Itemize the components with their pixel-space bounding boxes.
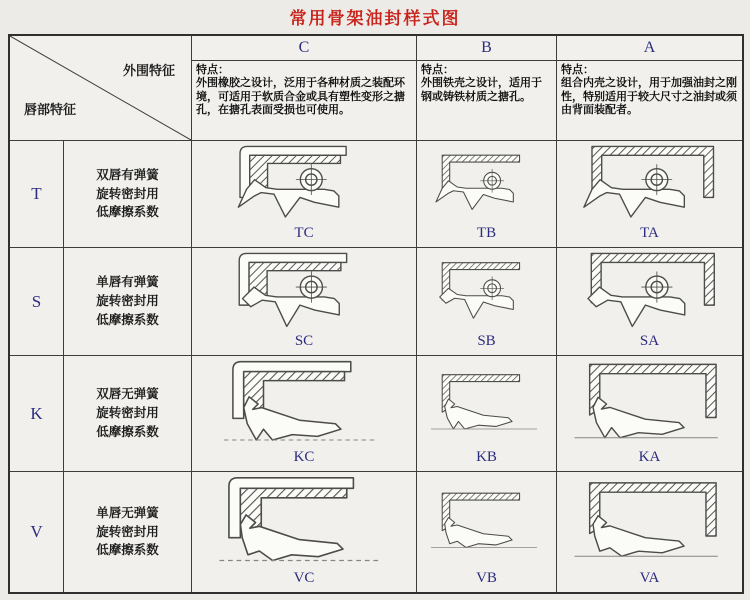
diagram-cell-vc [192, 472, 417, 592]
desc-line: 旋转密封用 [96, 405, 159, 421]
seal-cross-section-sc [192, 248, 416, 333]
diagram-cell-ta [557, 141, 742, 248]
seal-cross-section-tc [192, 141, 416, 225]
row-letter-v: V [10, 472, 64, 592]
desc-line: 单唇无弹簧 [96, 504, 159, 520]
desc-line: 旋转密封用 [96, 293, 159, 309]
seal-cross-section-sa [557, 248, 742, 333]
column-header-b [417, 36, 557, 141]
feature-title: 特点： [561, 63, 594, 76]
feature-text: 外围橡胶之设计，泛用于各种材质之装配环境，可适用于软质合金或具有塑性变形之搪孔，在搪孔表面受损也可使用。 [196, 76, 405, 117]
seal-type-label-ta: TA [640, 225, 659, 241]
outer-feature-label: 外围特征 [122, 64, 175, 79]
seal-type-label-kc: KC [293, 449, 315, 465]
diagram-cell-vb [417, 472, 557, 592]
feature-text: 外围铁壳之设计，适用于钢或铸铁材质之搪孔。 [421, 76, 542, 103]
seal-cross-section-va [557, 472, 742, 570]
seal-cross-section-vc [192, 472, 416, 570]
row-letter-s: S [10, 248, 64, 356]
diagram-cell-sc [192, 248, 417, 356]
column-feature-a [557, 61, 742, 140]
row-letter-k: K [10, 356, 64, 472]
desc-line: 双唇无弹簧 [96, 386, 159, 402]
desc-line: 低摩擦系数 [96, 542, 159, 558]
row-desc-k [64, 356, 192, 472]
seal-type-label-sc: SC [294, 333, 314, 349]
desc-line: 低摩擦系数 [96, 311, 159, 327]
seal-type-label-kb: KB [476, 449, 497, 465]
page-title: 常用骨架油封样式图 [289, 9, 461, 29]
row-letter-t: T [10, 141, 64, 248]
lip-feature-label: 唇部特征 [24, 103, 77, 118]
column-header-a [557, 36, 742, 141]
feature-text: 组合内壳之设计，用于加强油封之刚性，特别适用于较大尺寸之油封或须由背面装配者。 [561, 76, 737, 117]
diagonal-divider [10, 36, 191, 140]
column-header-c [192, 36, 417, 141]
seal-cross-section-ka [557, 356, 742, 449]
diagram-cell-ka [557, 356, 742, 472]
seal-type-label-tc: TC [294, 225, 314, 241]
desc-line: 低摩擦系数 [96, 423, 159, 439]
desc-line: 单唇有弹簧 [96, 274, 159, 290]
seal-type-label-sb: SB [477, 333, 496, 349]
desc-line: 旋转密封用 [96, 523, 159, 539]
diagram-cell-tb [417, 141, 557, 248]
column-feature-b [417, 61, 556, 140]
seal-cross-section-kc [192, 356, 416, 449]
diagram-cell-sb [417, 248, 557, 356]
seal-cross-section-sb [417, 248, 556, 333]
row-desc-t [64, 141, 192, 248]
diagram-cell-kc [192, 356, 417, 472]
seal-cross-section-ta [557, 141, 742, 225]
row-desc-s [64, 248, 192, 356]
seal-type-label-vc: VC [293, 570, 315, 586]
seal-type-label-vb: VB [476, 570, 497, 586]
column-letter-c: C [192, 36, 416, 61]
desc-line: 旋转密封用 [96, 185, 159, 201]
seal-cross-section-vb [417, 472, 556, 570]
diagram-cell-sa [557, 248, 742, 356]
row-desc-v [64, 472, 192, 592]
diagram-cell-kb [417, 356, 557, 472]
seal-type-label-sa: SA [639, 333, 660, 349]
seal-type-label-tb: TB [476, 225, 497, 241]
seal-type-label-va: VA [639, 570, 660, 586]
corner-header-cell [10, 36, 192, 141]
seal-style-table [8, 34, 744, 594]
column-feature-c [192, 61, 416, 140]
desc-line: 双唇有弹簧 [96, 166, 159, 182]
seal-cross-section-tb [417, 141, 556, 225]
seal-type-label-ka: KA [638, 449, 661, 465]
seal-cross-section-kb [417, 356, 556, 449]
feature-title: 特点： [196, 63, 229, 76]
column-letter-a: A [557, 36, 742, 61]
feature-title: 特点： [421, 63, 454, 76]
diagram-cell-va [557, 472, 742, 592]
desc-line: 低摩擦系数 [96, 204, 159, 220]
column-letter-b: B [417, 36, 556, 61]
diagram-cell-tc [192, 141, 417, 248]
